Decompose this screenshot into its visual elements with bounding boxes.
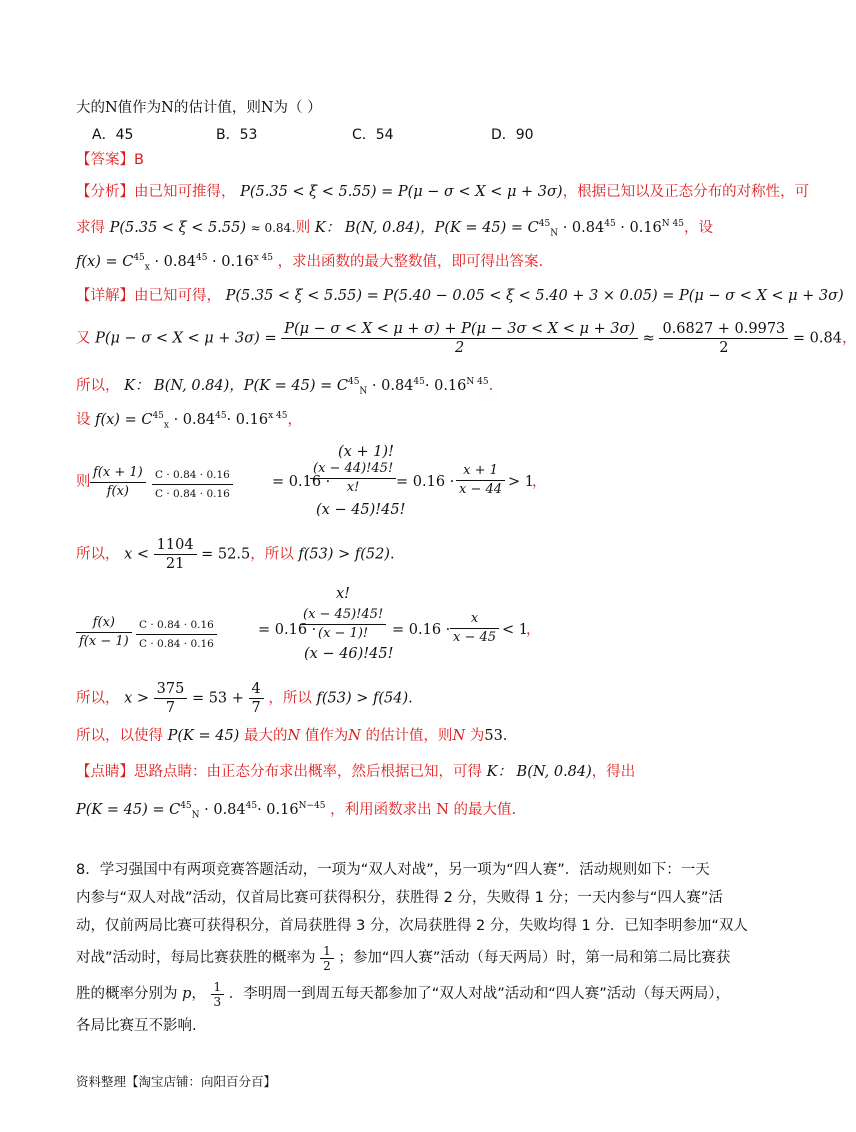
question-stem: 大的N值作为N的估计值，则N为（ ）	[76, 100, 322, 116]
footer-source: 资料整理【淘宝店铺：向阳百分百】	[76, 1074, 277, 1089]
detail-line-1: 【详解】由已知可得， P(5.35 < ξ < 5.55) = P(5.40 − 0.05 < ξ < 5.40 + 3 × 0.05) = P(μ − σ < X < μ + 3σ)	[76, 288, 844, 304]
detail-line-6: 所以， x < $\frac{1104}{21}$ = 52.5，所以 f(53) > f(52).	[76, 537, 395, 572]
answer-line: 【答案】B	[76, 152, 144, 168]
option-b: B．53	[216, 127, 258, 143]
analysis-line-1: 【分析】由已知可推得， P(5.35 < ξ < 5.55) = P(μ − σ < X < μ + 3σ)，根据已知以及正态分布的对称性，可	[76, 184, 810, 200]
question-8: 8．学习强国中有两项竞赛答题活动，一项为“双人对战”，另一项为“四人赛”．活动规则如下：一天 内参与“双人对战”活动，仅首局比赛可获得积分，获胜得 2 分，失败得 1 分；一天内参与“四人赛”活 动，仅前两局比赛可获得积分，首局获胜得 3 分，次局获胜得 2 分，失败均得 1 分．已知李明参加“双人 对战”活动时，每局比赛获胜的概率为 $\frac{1}{2}$ ；参加“四人赛”活动（每天两局）时，第一局和第二局比赛获 胜的概率分别为 p， $\frac{1}{3}$ ．李明周一到周五每天都参加了“双人对战”活动和“四人赛”活动（每天两局）， 各局比赛互不影响.	[76, 862, 748, 1034]
option-d: D．90	[491, 127, 534, 143]
comment-line-1: 【点睛】思路点睛：由正态分布求出概率，然后根据已知，可得 K： B(N, 0.84)，得出	[76, 764, 636, 780]
analysis-line-2: 求得 P(5.35 < ξ < 5.55) ≈ 0.84.则 K： B(N, 0.84)，$P(K = 45) = C^{45}_N \cdot 0.84^{45} \cdot 0.16^{N 45}$，设	[76, 219, 713, 239]
analysis-line-3: $f(x) = C^{45}_x \cdot 0.84^{45} \cdot 0.16^{x 45}$ ，求出函数的最大整数值，即可得出答案.	[76, 253, 544, 273]
option-a: A．45	[92, 127, 134, 143]
detail-ratio-1: 则 $\frac{f(x + 1)}{f(x)}$ $\frac{C \cdot 0.84 \cdot 0.16}{C \cdot 0.84 \cdot 0.16}$ = 0.16 · (x + 1)! $\frac{(x - 44)!45!}{x!}$ (x − 45)!45! = 0.16 · $\frac{x + 1}{x - 44}$ > 1 ，	[76, 444, 547, 518]
detail-line-4: 设 $f(x) = C^{45}_x \cdot 0.84^{45}\cdot 0.16^{x 45}$，	[76, 411, 302, 431]
detail-conclusion: 所以，以使得 P(K = 45) 最大的N 值作为N 的估计值，则N 为53.	[76, 728, 508, 744]
detail-line-2: 又 P(μ − σ < X < μ + 3σ) = $\frac{P(\mu - \sigma < X < \mu + \sigma) + P(\mu - 3\sigma < X < \mu + 3\sigma)}{2}$ ≈ $\frac{0.6827 + 0.9973}{2}$ = 0.84，	[76, 321, 856, 356]
detail-ratio-2: $\frac{f(x)}{f(x - 1)}$ $\frac{C \cdot 0.84 \cdot 0.16}{C \cdot 0.84 \cdot 0.16}$ = 0.16 · x! $\frac{(x - 45)!45!}{(x - 1)!}$ (x − 46)!45! = 0.16 · $\frac{x}{x - 45}$ < 1 ，	[76, 584, 716, 664]
comment-line-2: $P(K = 45) = C^{45}_N \cdot 0.84^{45}\cdot 0.16^{N-45}$ ，利用函数求出 N 的最大值.	[76, 801, 517, 821]
detail-line-3: 所以， K： B(N, 0.84)，$P(K = 45) = C^{45}_N \cdot 0.84^{45}\cdot 0.16^{N 45}$.	[76, 377, 494, 397]
detail-line-8: 所以， x > $\frac{375}{7}$ = 53 + $\frac{4}{7}$ ，所以 f(53) > f(54).	[76, 681, 413, 716]
option-c: C．54	[352, 127, 394, 143]
